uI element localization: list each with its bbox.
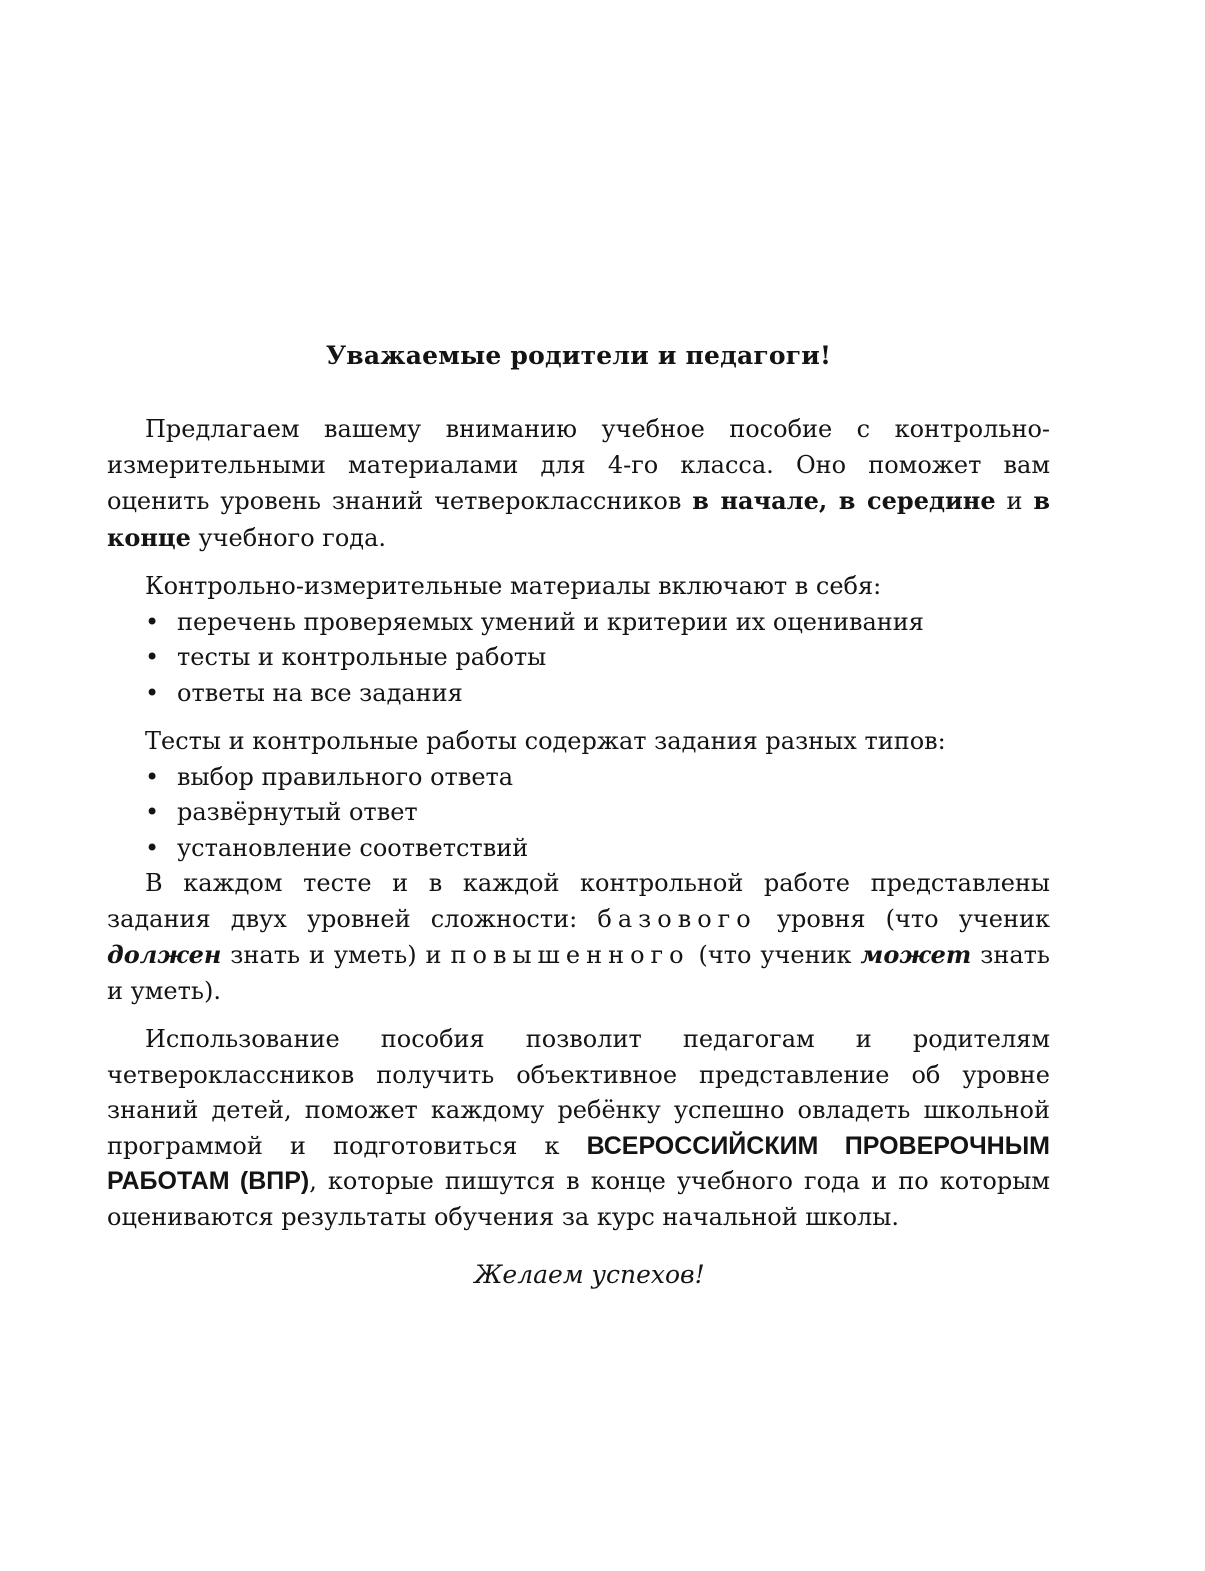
levels-may-emphasis: может <box>860 940 972 969</box>
levels-text-2: уровня (что ученик <box>756 904 1050 933</box>
levels-advanced-spaced: повышенного <box>450 941 690 969</box>
list-item-text: развёрнутый ответ <box>177 798 418 826</box>
tasks-list-lead: Тесты и контрольные работы содержат задания разных типов: <box>145 727 946 755</box>
levels-text-4: (что ученик <box>689 941 861 969</box>
bullet-icon: • <box>145 833 160 862</box>
list-item <box>145 831 1050 867</box>
levels-must-emphasis: должен <box>107 940 222 969</box>
list-item-text: выбор правильного ответа <box>177 762 514 791</box>
list-item <box>145 605 1050 641</box>
page <box>107 338 1050 1293</box>
intro-text-1: Предлагаем вашему вниманию учебное пособие с контрольно-измерительными материалами для 4-го класса. Оно поможет вам оценить уровень знаний четвероклассников <box>107 415 1050 515</box>
closing-wish: Желаем успехов! <box>474 1260 705 1289</box>
intro-text-3: учебного года. <box>190 523 387 552</box>
kim-list-lead: Контрольно-измерительные материалы включают в себя: <box>145 572 882 600</box>
levels-text-1: В каждом тесте и в каждой контрольной работе представлены задания двух уровней сложности: <box>107 869 1050 933</box>
bullet-icon: • <box>145 678 160 707</box>
list-item-text: перечень проверяемых умений и критерии их оценивания <box>177 607 924 636</box>
list-item <box>145 795 1050 831</box>
list-item <box>145 760 1050 796</box>
intro-emphasis-end: в конце <box>107 486 1051 552</box>
levels-text-5: знать и уметь). <box>107 941 1051 1005</box>
bullet-icon: • <box>145 643 160 671</box>
levels-paragraph <box>107 866 1050 1009</box>
kim-list <box>107 605 1050 712</box>
levels-text-3: знать и уметь) и <box>221 941 451 969</box>
usage-paragraph <box>107 1022 1050 1235</box>
list-item <box>145 676 1050 712</box>
list-item-text: установление соответствий <box>177 833 529 862</box>
list-item <box>145 640 1050 676</box>
intro-paragraph <box>107 412 1050 556</box>
list-item-text: тесты и контрольные работы <box>177 643 547 671</box>
intro-emphasis-start-middle: в начале, в середине <box>692 486 996 515</box>
page-title: Уважаемые родители и педагоги! <box>325 341 832 370</box>
levels-basic-spaced: базового <box>597 904 757 933</box>
usage-text-1: Использование пособия позволит педагогам и родителям четвероклассников получить объективное представление об уровне знаний детей, поможет каждому ребёнку успешно овладеть школьной программой и подготовиться к <box>107 1025 1050 1160</box>
bullet-icon: • <box>145 762 160 791</box>
tasks-list <box>107 760 1050 867</box>
intro-text-2: и <box>995 487 1034 515</box>
list-item-text: ответы на все задания <box>177 678 463 707</box>
bullet-icon: • <box>145 798 160 826</box>
bullet-icon: • <box>145 607 160 636</box>
usage-text-2: , которые пишутся в конце учебного года и по которым оцениваются результаты обучения за курс начальной школы. <box>107 1167 1050 1231</box>
usage-vpr-emphasis: ВСЕРОССИЙСКИМ ПРОВЕРОЧНЫМ РАБОТАМ (ВПР) <box>107 1131 1050 1195</box>
